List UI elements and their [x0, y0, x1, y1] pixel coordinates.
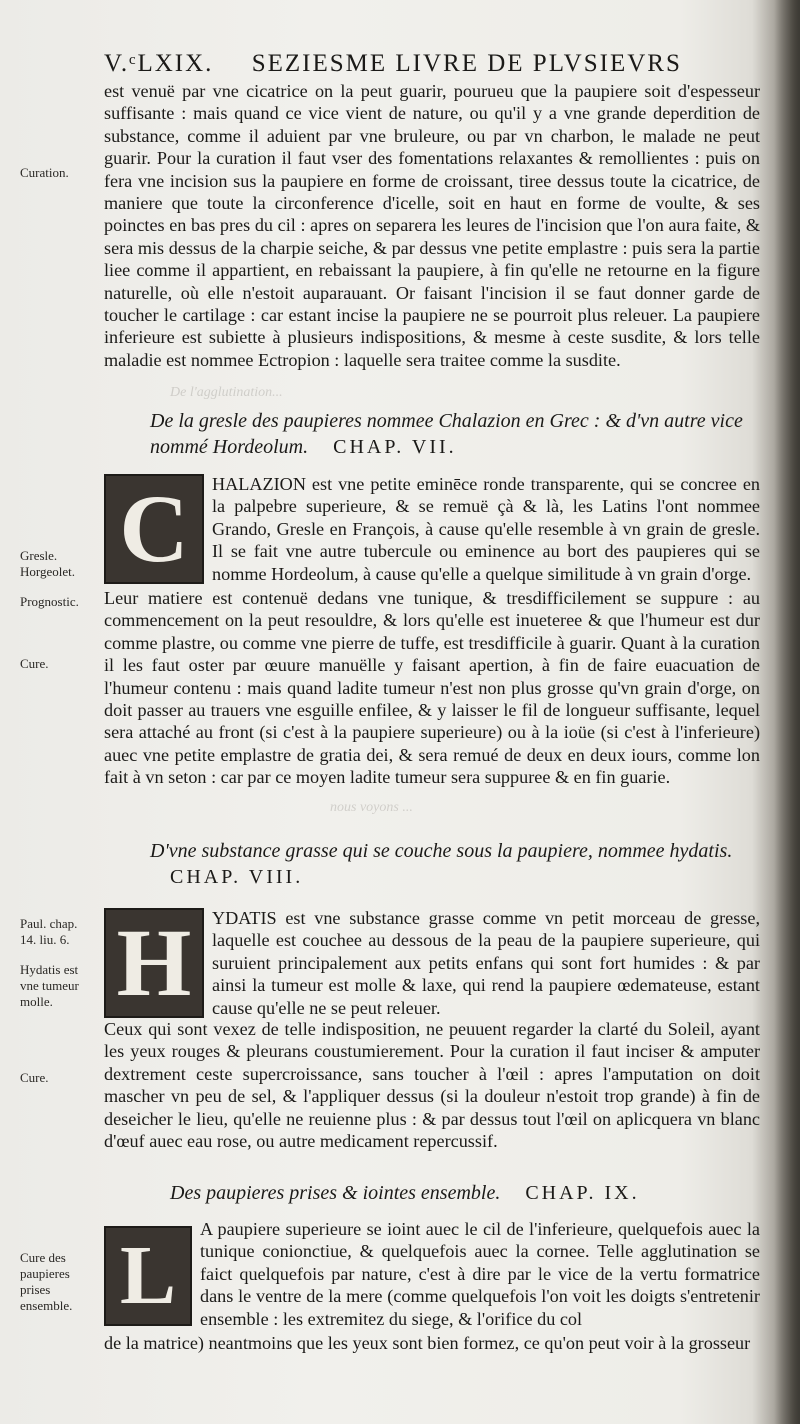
intro-paragraph: est venuë par vne cicatrice on la peut guarir, pourueu que la paupiere soit d'espesseur suffisante : mais quand ce vice vient de nature, ou qu'il y a vne grande deperdition de substance, comme il aduient par vne bruleure, ou par vn charbon, le malade ne peut guarir. Pour la curation il faut vser des fomentations relaxantes & remollientes : puis on fera vne incision sus la paupiere en forme de croissant, tiree dessus toute la cicatrice, de maniere que toute la circonference d'icelle, soit en haut en forme de voulte, & ses poinctes en bas pres du cil : apres on separera les leures de l'incision que l'on aura faite, & sera mis dessus de la charpie seiche, & par dessus vne petite emplastre : puis sera la partie liee comme il appartient, en rebaissant la paupiere, à fin qu'elle ne retourne en la figure naturelle, où elle n'estoit auparauant. Or faisant l'incision il se faut donner garde de toucher le cartilage : car estant incise la paupiere ne se pourroit plus releuer. La paupiere inferieure est subiette à plusieurs indispositions, & mesme à ceste susdite, & lors telle maladie est nommee Ectropion : laquelle sera traitee comme la susdite.: [104, 81, 760, 370]
margin-note-paul: Paul. chap. 14. liu. 6.: [20, 916, 78, 947]
chapter-7-title: [150, 408, 760, 460]
decorated-initial-h: [104, 908, 204, 1018]
margin-note-gresle: Gresle. Horgeolet.: [20, 548, 75, 579]
chapter-8-number: CHAP. VIII.: [170, 866, 304, 888]
margin-note-curation: Curation.: [20, 165, 69, 180]
chapter-9-heading: Des paupieres prises & iointes ensemble.: [170, 1182, 501, 1204]
bleed-through-text: nous voyons ...: [330, 800, 413, 815]
chapter-7-opening: HALAZION est vne petite eminēce ronde transparente, qui se concree en la palpebre superieure, & se remuë çà & là, les Latins l'ont nommee Grando, Gresle en François, à cause qu'elle resemble à vn grain de gresle. Il se fait vne autre tubercule ou eminence au bort des paupieres qui se nomme Hordeolum, à cause qu'elle a quelque similitude à vn grain d'orge.: [212, 474, 760, 584]
margin-note-cure: Cure.: [20, 656, 49, 671]
chapter-9-number: CHAP. IX.: [525, 1182, 640, 1204]
chapter-9-opening: A paupiere superieure se ioint auec le cil de l'inferieure, quelquefois auec la tunique conionctiue, & quelquefois auec la cornee. Telle agglutination se faict quelquefois par nature, c'est à dire par le vice de la vertu formatrice dans le ventre de la mere (comme quelquefois l'on voit les doigts s'entretenir ensemble : les extremitez du siege, & l'orifice du col: [200, 1219, 760, 1329]
margin-note-hydatis: Hydatis est vne tumeur molle.: [20, 962, 79, 1009]
margin-note-cure: Cure.: [20, 1070, 49, 1085]
decorated-initial-c: [104, 474, 204, 584]
initial-letter: C: [119, 475, 189, 582]
chapter-8-heading: D'vne substance grasse qui se couche sous la paupiere, nommee hydatis.: [150, 840, 733, 862]
margin-note-prognostic: Prognostic.: [20, 594, 79, 609]
running-head: [104, 50, 682, 78]
chapter-8-opening: YDATIS est vne substance grasse comme vn petit morceau de gresse, laquelle est couchee au dessous de la peau de la paupiere superieure, qui suruient principalement aux petits enfans qui sont fort humides : & par ainsi la tumeur est molle & laxe, qui rend la paupiere œdemateuse, estant cause qu'elle ne se peut releuer.: [212, 908, 760, 1018]
binding-gutter: [774, 0, 800, 1424]
decorated-initial-l: [104, 1226, 192, 1326]
chapter-9-title: [170, 1180, 780, 1206]
margin-note-cure-paupieres: Cure des paupieres prises ensemble.: [20, 1250, 73, 1313]
chapter-7-heading: De la gresle des paupieres nommee Chalazion en Grec : & d'vn autre vice nommé Hordeolum.: [150, 410, 743, 458]
chapter-7-number: CHAP. VII.: [333, 436, 457, 458]
initial-letter: L: [119, 1229, 177, 1322]
chapter-8-body: Ceux qui sont vexez de telle indisposition, ne peuuent regarder la clarté du Soleil, ayant les yeux rouges & pleurans coustumierement. Pour la curation il faut inciser & amputer dextrement ceste supercroissance, sans toucher à l'œil : apres l'amputation on doit mascher vn peu de sel, & l'appliquer dessus (si la douleur n'estoit trop grande) à fin de deseicher le lieu, qu'elle ne reuienne plus : & par dessus tout l'œil on aplicquera vn blanc d'œuf auec eau rose, ou autre medicament repercussif.: [104, 1019, 760, 1152]
chapter-9-body: de la matrice) neantmoins que les yeux sont bien formez, ce qu'on peut voir à la grosseur: [104, 1333, 751, 1353]
book-title: SEZIESME LIVRE DE PLVSIEVRS: [251, 50, 682, 77]
bleed-through-text: De l'agglutination...: [170, 385, 283, 400]
chapter-8-title: [150, 838, 760, 890]
initial-letter: H: [116, 909, 192, 1016]
folio-number: V.ᶜLXIX.: [104, 50, 214, 77]
chapter-7-body: Leur matiere est contenuë dedans vne tunique, & tresdifficilement se suppure : au commencement on la peut resouldre, & lors qu'elle est inueteree & que l'humeur est dur comme plastre, ou comme vne pierre de tuffe, est tresdifficile à guarir. Quant à la curation il les faut oster par œuure manuëlle y faisant apertion, à fin de faire euacuation de l'humeur contenu : mais quand ladite tumeur n'est non plus grosse qu'vn grain d'orge, on doit passer au trauers vne esguille enfilee, & y laisser le fil de longueur suffisante, lequel sera attaché au front (si c'est à la paupiere superieure) ou à la ioüe (si c'est à l'inferieure) auec vne petite emplastre de gratia dei, & sera remué de deux en deux iours, comme lon fait à vn seton : car par ce moyen ladite tumeur sera suppuree & en fin guarie.: [104, 588, 760, 788]
